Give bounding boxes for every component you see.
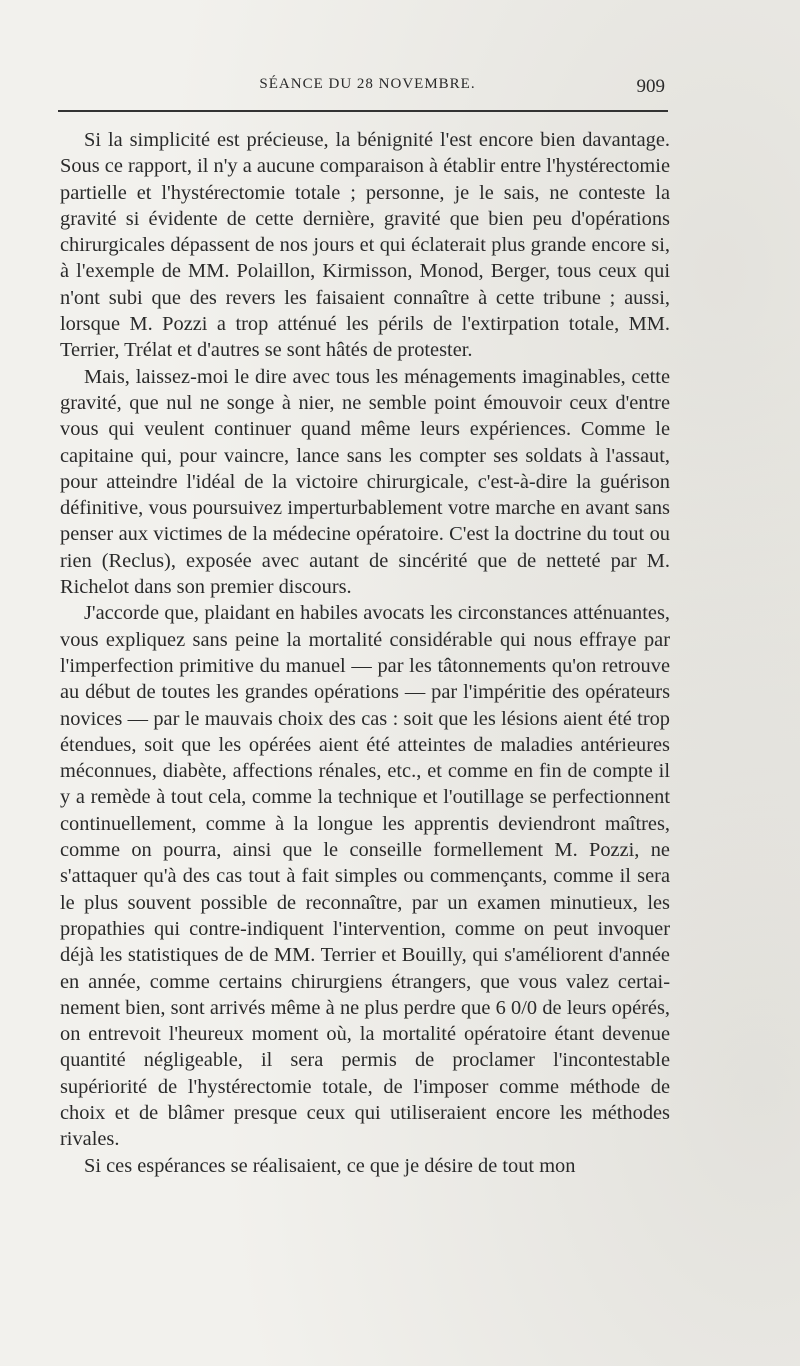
page-number: 909 — [636, 76, 665, 97]
page-header — [60, 76, 665, 102]
header-rule — [58, 110, 668, 112]
body-text — [60, 127, 670, 1179]
paragraph: J'accorde que, plaidant en habiles avocats les circonstances atténuantes, vous expliquez sans peine la mortalité considérable qui nous effraye par l'imperfection primitive du manuel — par les tâtonnements qu'on retrouve au début de toutes les grandes opérations — par l'impéritie des opérateurs novices — par le mauvais choix des cas : soit que les lésions aient été trop étendues, soit que les opérées aient été atteintes de maladies antérieures méconnues, diabète, affections rénales, etc., et comme en fin de compte il y a remède à tout cela, comme la technique et l'outillage se perfectionnent continuellement, comme à la longue les apprentis deviendront maîtres, comme on pourra, ainsi que le conseille formellement M. Pozzi, ne s'attaquer qu'à des cas tout à fait simples ou commençants, comme il sera le plus souvent possible de reconnaître, par un examen minutieux, les propathies qui contre-indiquent l'intervention, comme on peut invoquer déjà les statistiques de de MM. Terrier et Bouilly, qui s'améliorent d'année en année, comme certains chirurgiens étrangers, que vous valez certainement bien, sont arrivés même à ne plus perdre que 6 0/0 de leurs opérés, on entrevoit l'heureux moment où, la mortalité opératoire étant devenue quantité négligeable, il sera permis de proclamer l'incontestable supériorité de l'hystérectomie totale, de l'imposer comme méthode de choix et de blâmer presque ceux qui utiliseraient encore les méthodes rivales. — [60, 602, 670, 1151]
paragraph: Mais, laissez-moi le dire avec tous les ménagements imaginables, cette gravité, que nul ne songe à nier, ne semble point émouvoir ceux d'entre vous qui veulent continuer quand même leurs expériences. Comme le capitaine qui, pour vaincre, lance sans les compter ses soldats à l'assaut, pour atteindre l'idéal de la victoire chirurgicale, c'est-à-dire la guérison définitive, vous poursuivez imperturbablement votre marche en avant sans penser aux victimes de la médecine opératoire. C'est la doctrine du tout ou rien (Reclus), exposée avec autant de sincérité que de netteté par M. Richelot dans son premier discours. — [60, 365, 670, 599]
paragraph: Si la simplicité est précieuse, la bénignité l'est encore bien davantage. Sous ce rapport, il n'y a aucune comparaison à établir entre l'hystérectomie partielle et l'hystérectomie totale ; personne, je le sais, ne conteste la gravité si évidente de cette dernière, gravité que bien peu d'opérations chirurgicales dépassent de nos jours et qui éclaterait plus grande encore si, à l'exemple de MM. Polaillon, Kirmisson, Monod, Berger, tous ceux qui n'ont subi que des revers les faisaient connaître à cette tribune ; aussi, lorsque M. Pozzi a trop atténué les périls de l'extirpation totale, MM. Terrier, Trélat et d'autres se sont hâtés de protester. — [60, 129, 670, 362]
running-head: SÉANCE DU 28 NOVEMBRE. — [259, 76, 476, 92]
paragraph: Si ces espérances se réalisaient, ce que je désire de tout mon — [84, 1154, 576, 1177]
